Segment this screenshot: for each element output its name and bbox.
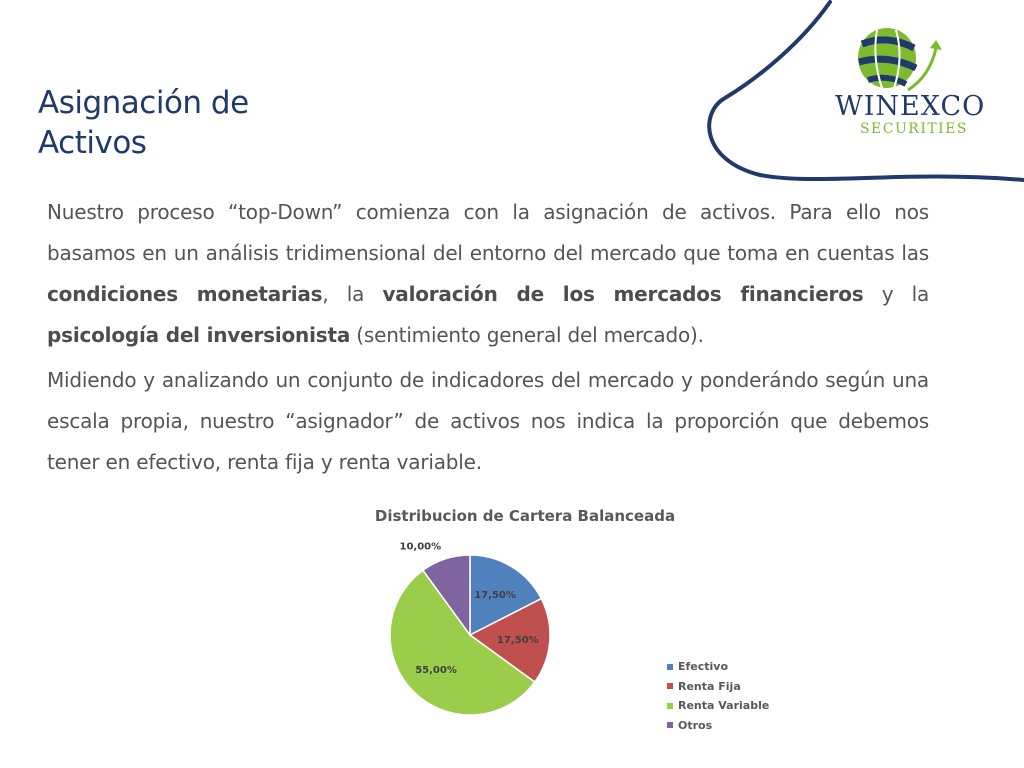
pie-data-label: 17,50%	[474, 590, 516, 602]
legend-swatch	[667, 664, 673, 670]
pie-data-label: 55,00%	[415, 664, 457, 676]
p1-bold-monetarias: condiciones monetarias	[47, 282, 323, 306]
pie-chart	[380, 540, 580, 730]
legend-label: Otros	[678, 718, 713, 732]
legend-label: Renta Variable	[678, 699, 770, 713]
paragraph-1	[47, 192, 929, 356]
slide-title-line-1: Asignación de	[38, 85, 249, 121]
body-text	[47, 192, 929, 487]
slide-title-line-2: Activos	[38, 125, 147, 161]
legend-item-renta-fija	[667, 677, 769, 697]
legend-label: Efectivo	[678, 660, 729, 674]
p1-text-a: Nuestro proceso “top-Down” comienza con la asignación de activos. Para ello nos basamos en un análisis tridimensional del entorno del mercado que toma en cuentas las	[47, 200, 929, 265]
globe-arrow-icon	[832, 18, 952, 98]
logo-tagline: SECURITIES	[859, 121, 969, 137]
pie-data-label: 10,00%	[399, 541, 442, 553]
pie-data-label: 17,50%	[497, 634, 539, 646]
legend-label: Renta Fija	[678, 679, 741, 693]
legend-swatch	[667, 683, 673, 689]
p1-bold-valoracion: valoración de los mercados financieros	[382, 282, 864, 306]
chart-title: Distribucion de Cartera Balanceada	[374, 507, 676, 525]
p1-text-c: , la	[322, 282, 383, 306]
legend-item-renta-variable	[667, 696, 769, 716]
paragraph-2: Midiendo y analizando un conjunto de indicadores del mercado y ponderándo según una escala propia, nuestro “asignador” de activos nos indica la proporción que debemos tener en efectivo, renta fija y renta variable.	[47, 368, 929, 474]
p1-bold-psicologia: psicología del inversionista	[47, 323, 351, 347]
legend-swatch	[667, 722, 673, 728]
chart-legend	[667, 657, 769, 735]
p1-text-e: y la	[863, 282, 929, 306]
slide-title	[38, 83, 249, 163]
logo-name: WINEXCO	[835, 91, 986, 122]
legend-item-otros	[667, 716, 769, 736]
logo-wordmark	[835, 91, 986, 137]
legend-swatch	[667, 703, 673, 709]
p1-text-g: (sentimiento general del mercado).	[350, 323, 704, 347]
legend-item-efectivo	[667, 657, 769, 677]
